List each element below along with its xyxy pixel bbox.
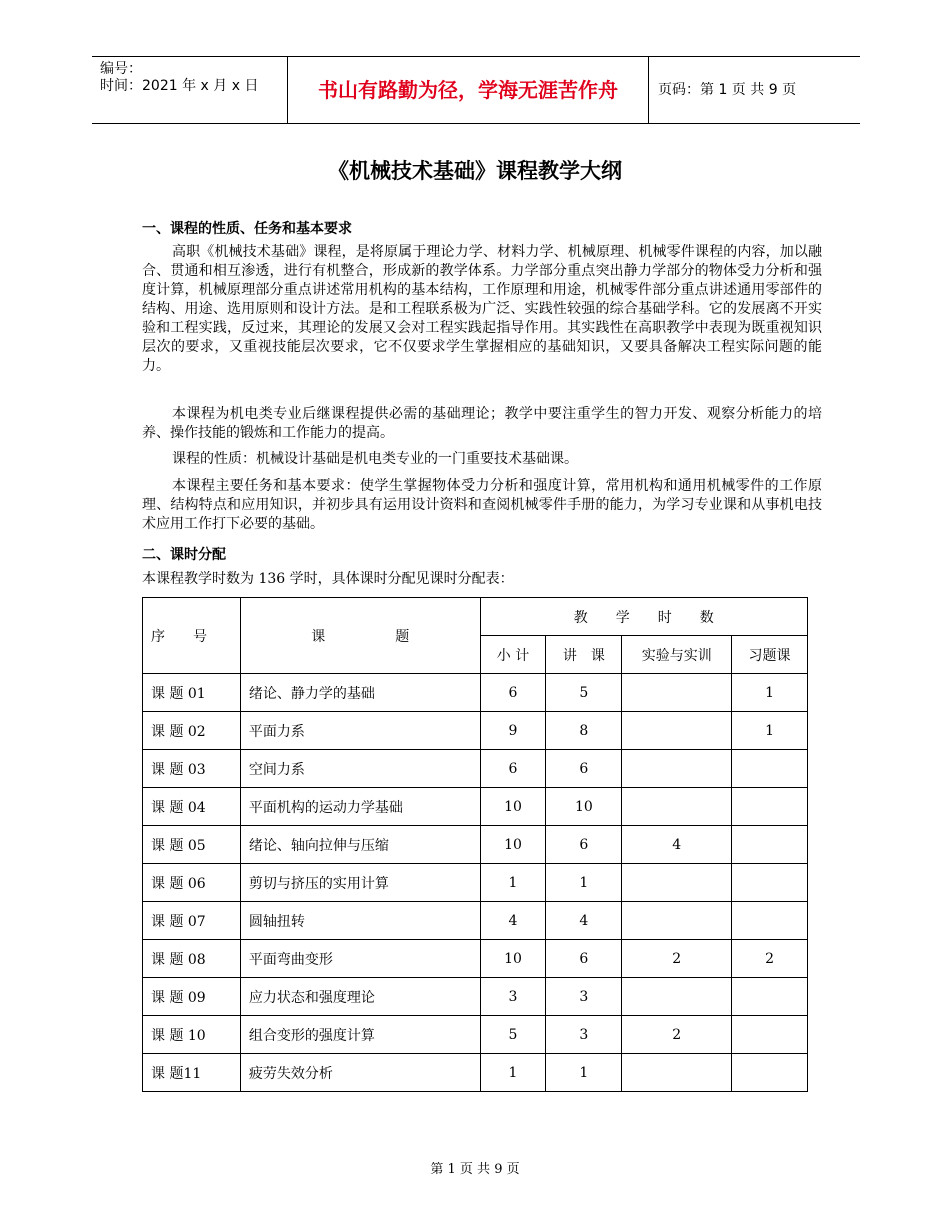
cell-no: 课 题11 (143, 1054, 241, 1092)
cell-exercise (732, 826, 808, 864)
cell-lab: 4 (622, 826, 732, 864)
table-row (143, 1016, 808, 1054)
cell-no: 课 题 05 (143, 826, 241, 864)
paragraph: 高职《机械技术基础》课程，是将原属于理论力学、材料力学、机械原理、机械零件课程的内容，加以融合、贯通和相互渗透，进行有机整合，形成新的教学体系。力学部分重点突出静力学部分的物体受力分析和强度计算，机械原理部分重点讲述常用机构的基本结构，工作原理和用途，机械零件部分重点讲述通用零部件的结构、用途、选用原则和设计方法。是和工程联系极为广泛、实践性较强的综合基础学科。它的发展离不开实验和工程实践，反过来，其理论的发展又会对工程实践起指导作用。其实践性在高职教学中表现为既重视知识层次的要求，又重视技能层次要求，它不仅要求学生掌握相应的基础知识，又要具备解决工程实际问题的能力。 (142, 244, 822, 374)
header-cell-no: 序 号 (143, 598, 241, 674)
cell-no: 课 题 07 (143, 902, 241, 940)
cell-lecture: 3 (546, 978, 622, 1016)
header-page-info: 页码：第 1 页 共 9 页 (658, 82, 797, 98)
table-row (143, 826, 808, 864)
cell-subtotal: 6 (480, 674, 546, 712)
cell-no: 课 题 10 (143, 1016, 241, 1054)
table-row (143, 978, 808, 1016)
cell-subtotal: 1 (480, 864, 546, 902)
table-row (143, 750, 808, 788)
cell-no: 课 题 02 (143, 712, 241, 750)
cell-topic: 绪论、静力学的基础 (240, 674, 480, 712)
cell-lecture: 5 (546, 674, 622, 712)
cell-lab: 2 (622, 940, 732, 978)
cell-lab (622, 978, 732, 1016)
cell-lecture: 1 (546, 864, 622, 902)
cell-subtotal: 1 (480, 1054, 546, 1092)
cell-subtotal: 6 (480, 750, 546, 788)
cell-exercise (732, 902, 808, 940)
cell-lecture: 6 (546, 750, 622, 788)
paragraph: 本课程教学时数为 136 学时，具体课时分配见课时分配表： (142, 571, 514, 587)
cell-lecture: 6 (546, 940, 622, 978)
cell-exercise: 1 (732, 674, 808, 712)
header-cell-subtotal: 小 计 (480, 636, 546, 674)
cell-topic: 圆轴扭转 (240, 902, 480, 940)
cell-subtotal: 5 (480, 1016, 546, 1054)
paragraph: 本课程为机电类专业后继课程提供必需的基础理论；教学中要注重学生的智力开发、观察分析能力的培养、操作技能的锻炼和工作能力的提高。 (142, 406, 822, 441)
cell-subtotal: 10 (480, 788, 546, 826)
cell-topic: 平面弯曲变形 (240, 940, 480, 978)
header-cell-hours: 教 学 时 数 (480, 598, 807, 636)
cell-topic: 平面机构的运动力学基础 (240, 788, 480, 826)
cell-subtotal: 10 (480, 826, 546, 864)
cell-exercise: 2 (732, 940, 808, 978)
table-row (143, 1054, 808, 1092)
cell-lab (622, 902, 732, 940)
cell-lecture: 8 (546, 712, 622, 750)
cell-lab (622, 712, 732, 750)
doc-number-label: 编号： (100, 61, 142, 77)
table-row (143, 902, 808, 940)
cell-no: 课 题 04 (143, 788, 241, 826)
cell-exercise (732, 1054, 808, 1092)
cell-subtotal: 9 (480, 712, 546, 750)
table-row (143, 674, 808, 712)
cell-lab (622, 750, 732, 788)
cell-topic: 疲劳失效分析 (240, 1054, 480, 1092)
header-cell-lecture: 讲 课 (546, 636, 622, 674)
cell-topic: 组合变形的强度计算 (240, 1016, 480, 1054)
cell-lab (622, 788, 732, 826)
cell-no: 课 题 06 (143, 864, 241, 902)
table-row (143, 940, 808, 978)
header-cell-lab: 实验与实训 (622, 636, 732, 674)
hours-table (142, 597, 808, 1092)
table-row (143, 788, 808, 826)
cell-lecture: 4 (546, 902, 622, 940)
cell-lecture: 6 (546, 826, 622, 864)
cell-topic: 平面力系 (240, 712, 480, 750)
header-motto: 书山有路勤为径，学海无涯苦作舟 (318, 78, 618, 102)
cell-topic: 应力状态和强度理论 (240, 978, 480, 1016)
cell-no: 课 题 01 (143, 674, 241, 712)
cell-topic: 绪论、轴向拉伸与压缩 (240, 826, 480, 864)
header-cell-topic: 课 题 (240, 598, 480, 674)
cell-subtotal: 10 (480, 940, 546, 978)
cell-lecture: 1 (546, 1054, 622, 1092)
cell-lecture: 3 (546, 1016, 622, 1054)
cell-lab: 2 (622, 1016, 732, 1054)
document-title: 《机械技术基础》课程教学大纲 (328, 159, 622, 183)
cell-exercise (732, 978, 808, 1016)
cell-exercise (732, 1016, 808, 1054)
table-row (143, 864, 808, 902)
cell-subtotal: 3 (480, 978, 546, 1016)
header-meta (100, 61, 258, 95)
cell-lab (622, 674, 732, 712)
header-cell-exercise: 习题课 (732, 636, 808, 674)
paragraph: 课程的性质：机械设计基础是机电类专业的一门重要技术基础课。 (172, 451, 578, 467)
table-row (143, 712, 808, 750)
header-divider (648, 57, 649, 123)
doc-time-label: 时间：2021 年 x 月 x 日 (100, 78, 259, 94)
cell-lab (622, 864, 732, 902)
cell-subtotal: 4 (480, 902, 546, 940)
cell-lecture: 10 (546, 788, 622, 826)
cell-exercise (732, 864, 808, 902)
page-footer: 第 1 页 共 9 页 (430, 1162, 520, 1177)
cell-exercise: 1 (732, 712, 808, 750)
cell-no: 课 题 03 (143, 750, 241, 788)
cell-exercise (732, 788, 808, 826)
cell-topic: 空间力系 (240, 750, 480, 788)
table-header-row (143, 598, 808, 636)
paragraph: 本课程主要任务和基本要求：使学生掌握物体受力分析和强度计算，常用机构和通用机械零件的工作原理、结构特点和应用知识，并初步具有运用设计资料和查阅机械零件手册的能力，为学习专业课和从事机电技术应用工作打下必要的基础。 (142, 478, 822, 532)
section-heading: 一、课程的性质、任务和基本要求 (142, 221, 352, 237)
page-header (92, 56, 860, 124)
cell-no: 课 题 09 (143, 978, 241, 1016)
cell-no: 课 题 08 (143, 940, 241, 978)
cell-exercise (732, 750, 808, 788)
cell-lab (622, 1054, 732, 1092)
cell-topic: 剪切与挤压的实用计算 (240, 864, 480, 902)
section-heading: 二、课时分配 (142, 547, 226, 563)
